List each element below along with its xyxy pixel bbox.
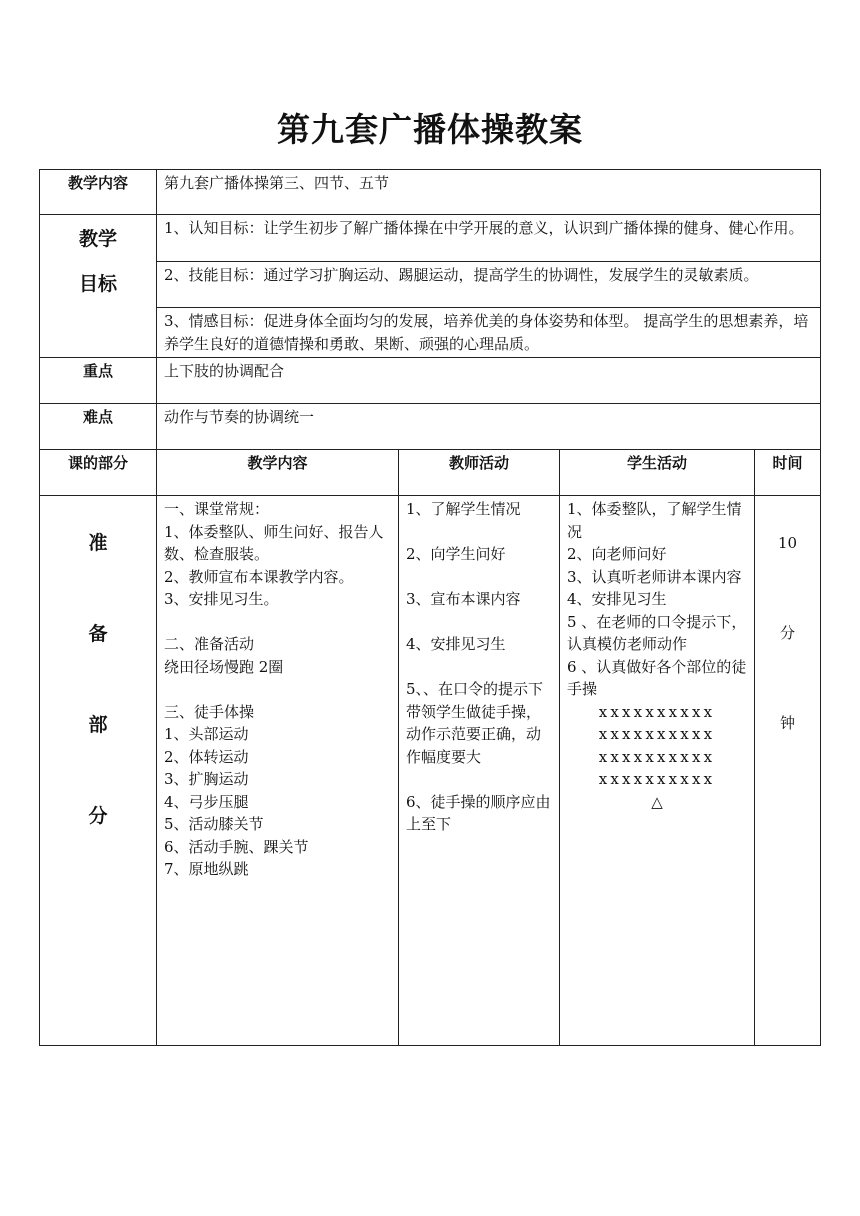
column-header-part: 课的部分 — [40, 450, 157, 496]
part-label-char: 分 — [88, 805, 108, 827]
content-value: 第九套广播体操第三、四节、五节 — [157, 170, 821, 215]
goal-cognitive: 1、认知目标：让学生初步了解广播体操在中学开展的意义，认识到广播体操的健身、健心作用。 — [157, 215, 821, 262]
part-label-cell — [40, 496, 157, 1046]
difficulty-row — [40, 404, 821, 450]
part-label-char: 备 — [88, 623, 108, 645]
goal-skill: 2、技能目标：通过学习扩胸运动、踢腿运动，提高学生的协调性，发展学生的灵敏素质。 — [157, 262, 821, 308]
student-line: 4、安排见习生 — [567, 590, 667, 608]
difficulty-value: 动作与节奏的协调统一 — [157, 404, 821, 450]
teacher-line — [406, 656, 552, 679]
teacher-line: 2、向学生问好 — [406, 545, 506, 563]
goals-label — [40, 215, 157, 358]
key-point-row — [40, 358, 821, 404]
content-line: 6、活动手腕、踝关节 — [164, 837, 309, 856]
teacher-line — [406, 768, 552, 791]
column-header-teacher: 教师活动 — [399, 450, 560, 496]
teacher-line: 4、安排见习生 — [406, 635, 506, 653]
column-header-time: 时间 — [755, 450, 821, 496]
key-point-label: 重点 — [40, 358, 157, 404]
time-unit-char: 钟 — [780, 714, 796, 732]
teacher-line — [406, 521, 552, 544]
column-header-student: 学生活动 — [560, 450, 755, 496]
goal-emotion: 3、情感目标：促进身体全面均匀的发展，培养优美的身体姿势和体型。 提高学生的思想素养，培养学生良好的道德情操和勇敢、果断、顽强的心理品质。 — [157, 308, 821, 358]
student-line: 2、向老师问好 — [567, 545, 667, 563]
content-line: 4、弓步压腿 — [164, 792, 249, 811]
student-line: 6 、认真做好各个部位的徒手操 — [567, 657, 747, 698]
time-unit-char: 分 — [780, 624, 796, 642]
column-header-content: 教学内容 — [157, 450, 399, 496]
page-title: 第九套广播体操教案 — [277, 110, 583, 149]
formation-row: xxxxxxxxxx — [598, 702, 716, 721]
goal-row-1 — [40, 215, 821, 262]
content-line — [164, 678, 391, 701]
goals-label-line-2: 目标 — [78, 273, 117, 295]
teacher-line: 5、、在口令的提示下带领学生做徒手操，动作示范要正确，动作幅度要大 — [406, 680, 544, 766]
formation-row: xxxxxxxxxx — [598, 770, 716, 788]
content-line: 2、体转运动 — [164, 747, 249, 766]
teaching-content-cell — [157, 496, 399, 1046]
content-line: 3、扩胸运动 — [164, 770, 249, 788]
content-line — [164, 611, 391, 634]
content-line: 1、体委整队、师生问好、报告人数、检查服装。 — [164, 522, 384, 563]
teacher-line — [406, 611, 552, 634]
content-label: 教学内容 — [40, 170, 157, 215]
part-label-char: 准 — [88, 532, 108, 554]
teacher-line — [406, 566, 552, 589]
content-line: 三、徒手体操 — [164, 702, 255, 721]
teacher-activity-cell — [399, 496, 560, 1046]
difficulty-label: 难点 — [40, 404, 157, 450]
content-line: 一、课堂常规： — [164, 500, 270, 518]
key-point-value: 上下肢的协调配合 — [157, 358, 821, 404]
lesson-plan-table — [39, 169, 821, 1046]
teacher-position-triangle-icon: △ — [651, 792, 663, 811]
content-line: 绕田径场慢跑 2圈 — [164, 657, 284, 676]
student-activity-cell — [560, 496, 755, 1046]
preparation-section-row — [40, 496, 821, 1046]
student-line: 5 、在老师的口令提示下，认真模仿老师动作 — [567, 612, 747, 653]
goals-label-line-1: 教学 — [78, 228, 117, 250]
student-line: 1、体委整队，了解学生情况 — [567, 500, 742, 541]
teacher-line: 1、了解学生情况 — [406, 500, 521, 518]
column-header-row — [40, 450, 821, 496]
part-label-char: 部 — [88, 714, 108, 736]
formation-row: xxxxxxxxxx — [598, 747, 716, 766]
formation-row: xxxxxxxxxx — [598, 725, 716, 743]
goal-row-2 — [40, 262, 821, 308]
content-row — [40, 170, 821, 215]
goal-row-3 — [40, 308, 821, 358]
content-line: 二、准备活动 — [164, 635, 255, 653]
content-line: 2、教师宣布本课教学内容。 — [164, 567, 354, 586]
content-line: 3、安排见习生。 — [164, 590, 279, 608]
content-line: 7、原地纵跳 — [164, 860, 249, 878]
time-cell — [755, 496, 821, 1046]
time-value: 10 — [777, 534, 798, 552]
student-line: 3、认真听老师讲本课内容 — [567, 567, 742, 586]
content-line: 1、头部运动 — [164, 725, 249, 743]
content-line: 5、活动膝关节 — [164, 815, 264, 833]
teacher-line: 6、徒手操的顺序应由上至下 — [406, 792, 551, 833]
teacher-line: 3、宣布本课内容 — [406, 590, 521, 608]
